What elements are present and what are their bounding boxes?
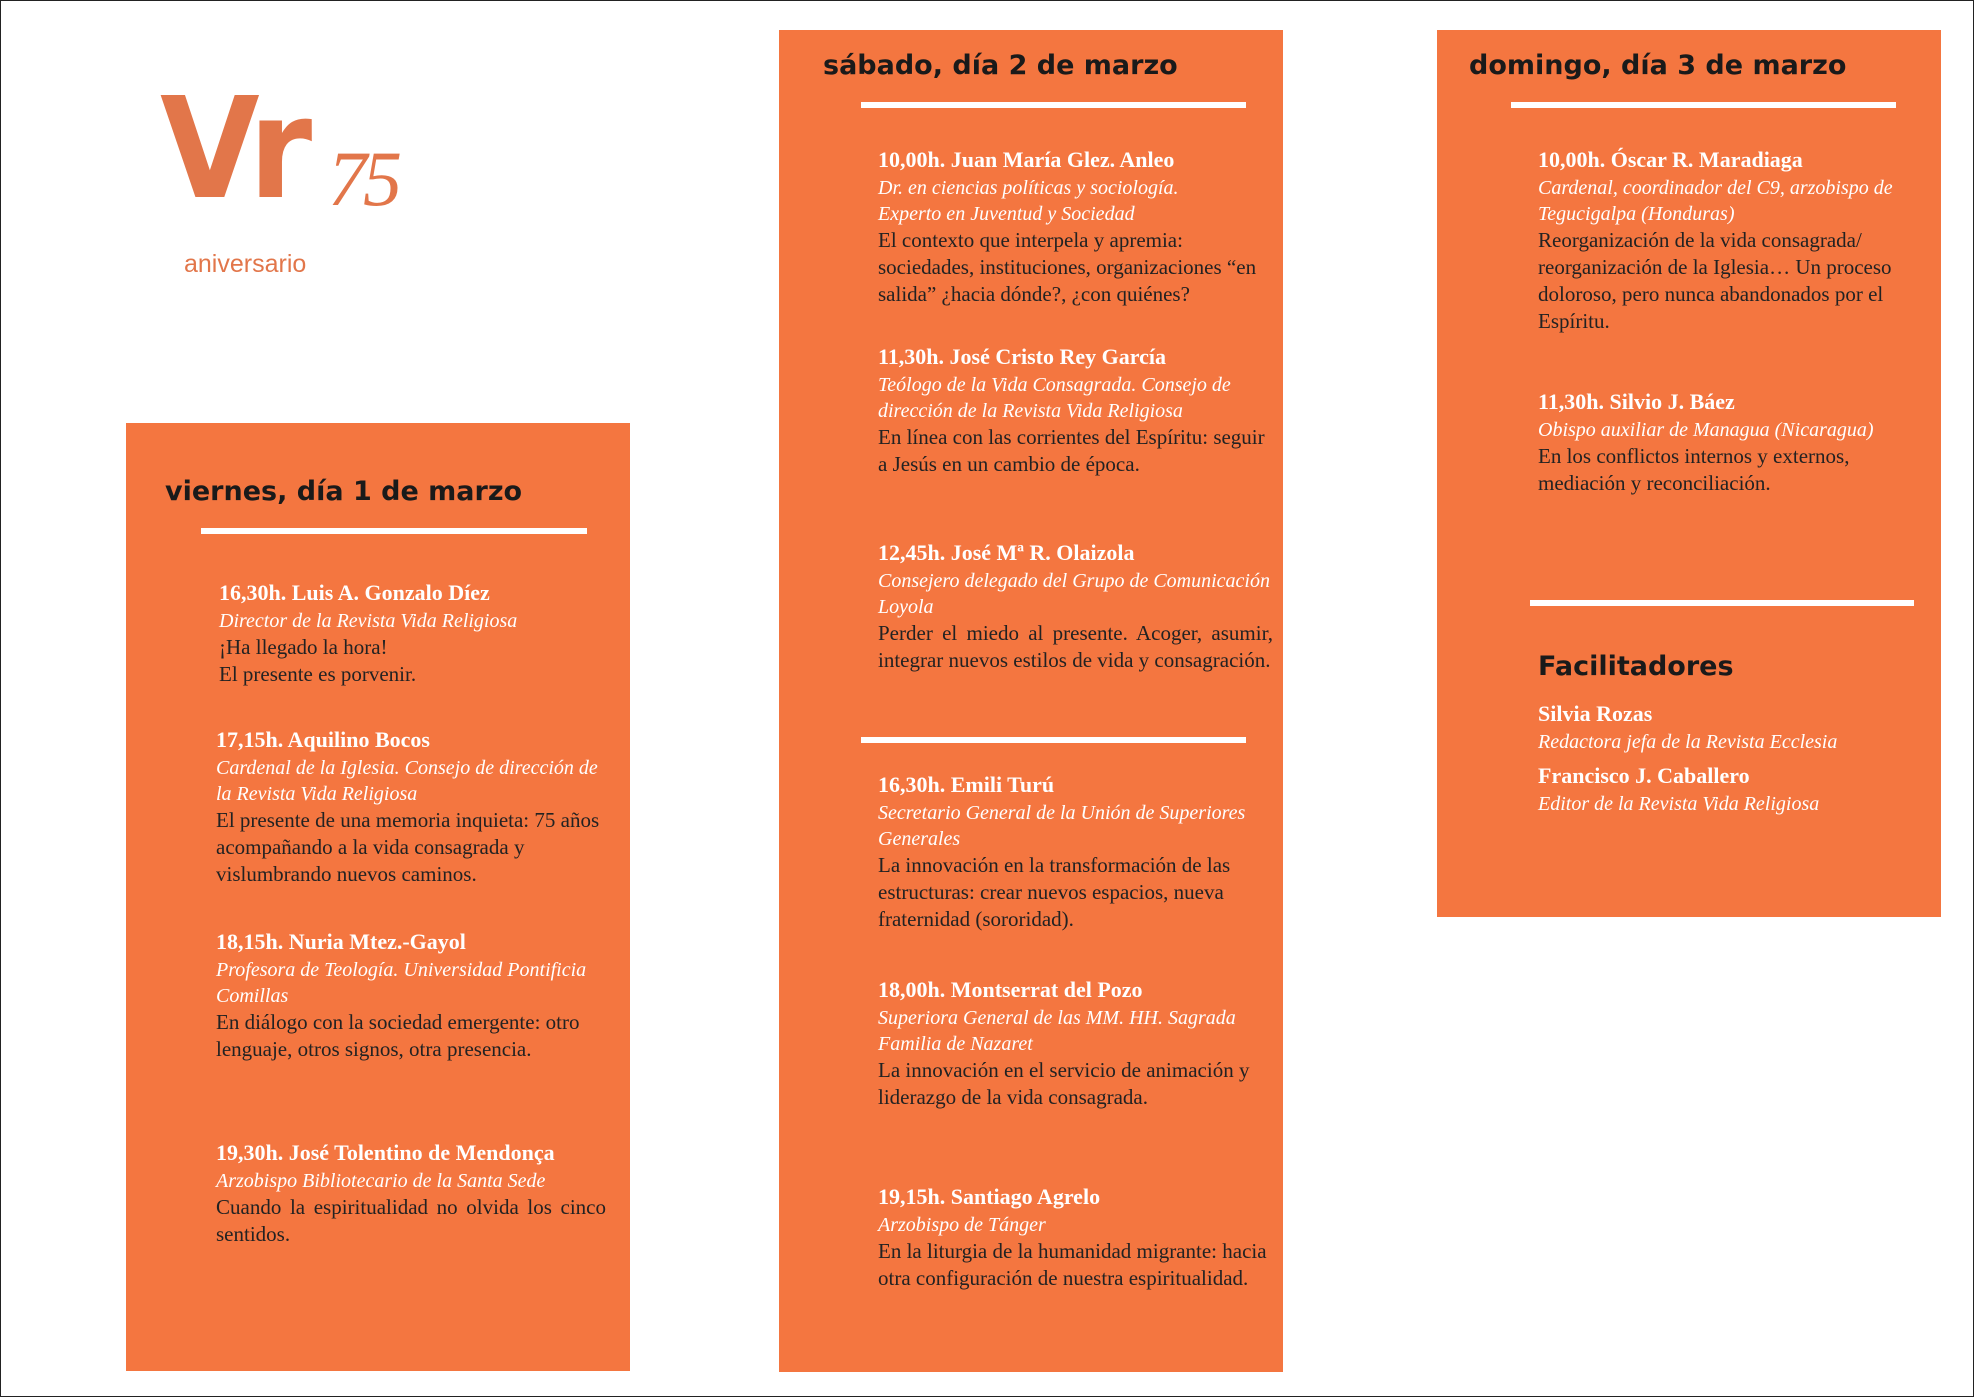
day-panel-friday	[126, 423, 630, 1371]
talk-speaker: 19,30h. José Tolentino de Mendonça	[216, 1140, 555, 1165]
talk-entry	[878, 146, 1273, 308]
talk-role: Director de la Revista Vida Religiosa	[219, 609, 518, 632]
talk-entry	[216, 928, 606, 1063]
title-rule	[861, 102, 1246, 108]
logo-letters: Vr	[160, 68, 302, 231]
talk-topic: ¡Ha llegado la hora! El presente es porvenir.	[219, 634, 417, 686]
talk-role: Superiora General de las MM. HH. Sagrada Familia de Nazaret	[878, 1006, 1236, 1055]
talk-topic: La innovación en la transformación de las estructuras: crear nuevos espacios, nueva fraternidad (sororidad).	[878, 852, 1231, 932]
talk-topic: Cuando la espiritualidad no olvida los cinco sentidos.	[216, 1194, 606, 1246]
talk-topic: En los conflictos internos y externos, mediación y reconciliación.	[1538, 443, 1850, 495]
talk-entry	[219, 579, 604, 688]
talk-entry	[1538, 146, 1928, 336]
talk-role: Arzobispo de Tánger	[878, 1213, 1046, 1236]
talk-topic: En la liturgia de la humanidad migrante: hacia otra configuración de nuestra espiritualidad.	[878, 1238, 1267, 1290]
talk-entry	[878, 976, 1273, 1111]
facilitator-role: Editor de la Revista Vida Religiosa	[1538, 792, 1820, 815]
talk-topic: En diálogo con la sociedad emergente: otro lenguaje, otros signos, otra presencia.	[216, 1009, 580, 1061]
talk-role: Obispo auxiliar de Managua (Nicaragua)	[1538, 418, 1874, 441]
talk-speaker: 11,30h. Silvio J. Báez	[1538, 389, 1735, 414]
talk-speaker: 18,00h. Montserrat del Pozo	[878, 977, 1143, 1002]
talk-role: Secretario General de la Unión de Superiores Generales	[878, 801, 1246, 850]
section-rule	[861, 737, 1246, 743]
day-title: viernes, día 1 de marzo	[165, 476, 523, 507]
facilitator-entry	[1538, 762, 1928, 817]
facilitator-name: Francisco J. Caballero	[1538, 763, 1750, 788]
day-panel-sunday	[1437, 30, 1941, 917]
talk-speaker: 16,30h. Emili Turú	[878, 772, 1055, 797]
talk-role: Teólogo de la Vida Consagrada. Consejo de dirección de la Revista Vida Religiosa	[878, 373, 1231, 422]
title-rule	[201, 528, 587, 534]
facilitator-name: Silvia Rozas	[1538, 701, 1653, 726]
talk-speaker: 16,30h. Luis A. Gonzalo Díez	[219, 580, 490, 605]
talk-entry	[878, 771, 1273, 933]
talk-role: Arzobispo Bibliotecario de la Santa Sede	[216, 1169, 546, 1192]
talk-entry	[878, 343, 1273, 478]
talk-entry	[878, 539, 1273, 674]
anniversary-logo	[160, 68, 410, 290]
talk-speaker: 10,00h. Juan María Glez. Anleo	[878, 147, 1175, 172]
talk-speaker: 12,45h. José Mª R. Olaizola	[878, 540, 1135, 565]
talk-entry	[1538, 388, 1928, 497]
talk-role: Cardenal de la Iglesia. Consejo de dirección de la Revista Vida Religiosa	[216, 756, 598, 805]
talk-entry	[878, 1183, 1273, 1292]
talk-topic: En línea con las corrientes del Espíritu: seguir a Jesús en un cambio de época.	[878, 424, 1265, 476]
section-rule	[1530, 600, 1914, 606]
house-icon	[278, 200, 314, 240]
talk-role: Dr. en ciencias políticas y sociología. Experto en Juventud y Sociedad	[878, 176, 1179, 225]
logo-caption: aniversario	[184, 250, 307, 278]
day-title: domingo, día 3 de marzo	[1469, 50, 1847, 81]
talk-speaker: 11,30h. José Cristo Rey García	[878, 344, 1167, 369]
title-rule	[1511, 102, 1896, 108]
talk-topic: Reorganización de la vida consagrada/ reorganización de la Iglesia… Un proceso doloroso, pero nunca abandonados por el Espíritu.	[1538, 227, 1892, 334]
talk-role: Profesora de Teología. Universidad Pontificia Comillas	[216, 958, 587, 1007]
talk-topic: El presente de una memoria inquieta: 75 años acompañando a la vida consagrada y vislumbrando nuevos caminos.	[216, 807, 600, 887]
talk-topic: Perder el miedo al presente. Acoger, asumir, integrar nuevos estilos de vida y consagración.	[878, 620, 1273, 672]
day-panel-saturday	[779, 30, 1283, 1372]
facilitator-entry	[1538, 700, 1928, 755]
talk-entry	[216, 1139, 606, 1248]
talk-speaker: 17,15h. Aquilino Bocos	[216, 727, 430, 752]
talk-topic: El contexto que interpela y apremia: sociedades, instituciones, organizaciones “en salida” ¿hacia dónde?, ¿con quiénes?	[878, 227, 1257, 307]
day-title: sábado, día 2 de marzo	[823, 50, 1178, 81]
talk-speaker: 10,00h. Óscar R. Maradiaga	[1538, 147, 1803, 172]
facilitators-title: Facilitadores	[1538, 651, 1734, 682]
talk-speaker: 18,15h. Nuria Mtez.-Gayol	[216, 929, 466, 954]
talk-speaker: 19,15h. Santiago Agrelo	[878, 1184, 1101, 1209]
talk-role: Consejero delegado del Grupo de Comunicación Loyola	[878, 569, 1270, 618]
talk-role: Cardenal, coordinador del C9, arzobispo de Tegucigalpa (Honduras)	[1538, 176, 1893, 225]
talk-entry	[216, 726, 606, 888]
facilitator-role: Redactora jefa de la Revista Ecclesia	[1538, 730, 1838, 753]
talk-topic: La innovación en el servicio de animación y liderazgo de la vida consagrada.	[878, 1057, 1250, 1109]
logo-number: 75	[328, 135, 398, 222]
